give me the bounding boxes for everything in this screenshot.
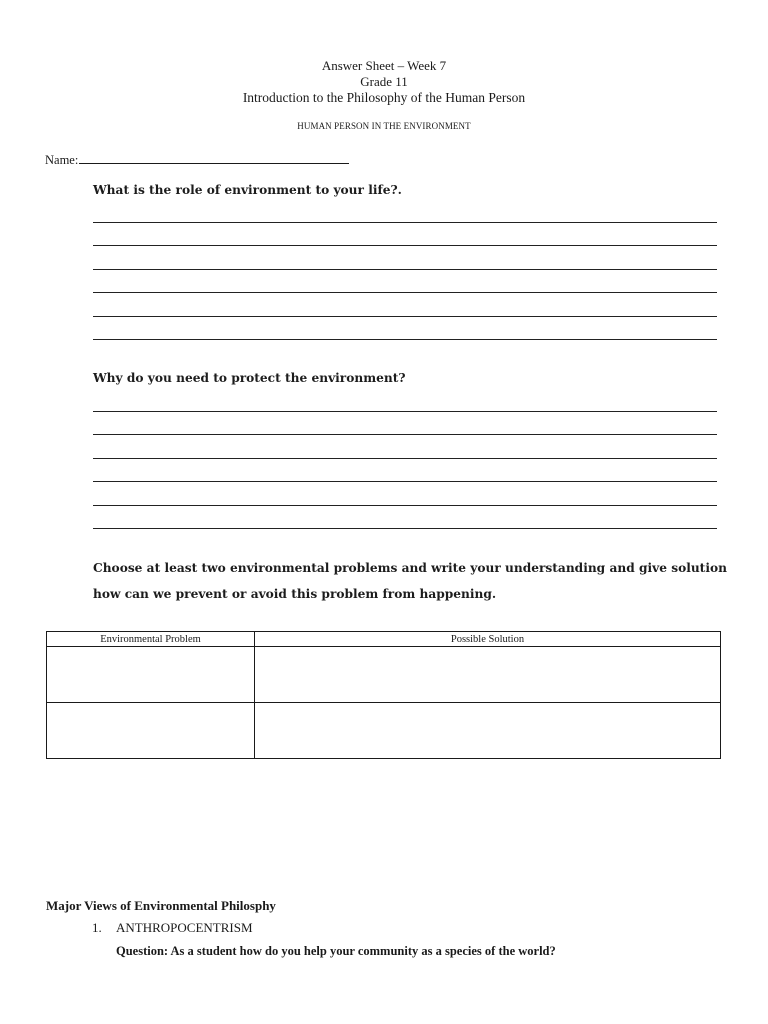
answer-line[interactable] [93, 506, 717, 530]
header-environmental-problem: Environmental Problem [47, 632, 255, 647]
name-answer-line[interactable] [79, 151, 349, 164]
choose-line-2: how can we prevent or avoid this problem from happening. [93, 587, 497, 601]
problems-table [46, 631, 721, 759]
choose-instructions [93, 555, 733, 607]
views-title: Major Views of Environmental Philosphy [46, 898, 276, 913]
answer-line[interactable] [93, 388, 717, 412]
answer-line[interactable] [93, 482, 717, 506]
solution-cell[interactable] [255, 647, 721, 703]
question-2: Why do you need to protect the environment? [93, 371, 406, 385]
name-row [45, 151, 349, 168]
section-subtitle: HUMAN PERSON IN THE ENVIRONMENT [297, 121, 471, 131]
answer-line[interactable] [93, 270, 717, 294]
answer-line[interactable] [93, 293, 717, 317]
answer-line[interactable] [93, 199, 717, 223]
name-label: Name: [45, 153, 79, 167]
answer-line[interactable] [93, 223, 717, 247]
answer-line[interactable] [93, 435, 717, 459]
answer-line[interactable] [93, 412, 717, 436]
table-header-row [47, 632, 721, 647]
header-line-grade: Grade 11 [360, 74, 408, 89]
answer-line[interactable] [93, 317, 717, 341]
table-row [47, 703, 721, 759]
document-header [0, 58, 768, 106]
views-item-label: ANTHROPOCENTRISM [116, 920, 253, 935]
problem-cell[interactable] [47, 647, 255, 703]
table-row [47, 647, 721, 703]
question-2-answer-lines[interactable] [93, 388, 717, 529]
views-list-item [92, 920, 253, 936]
views-item-number: 1. [92, 920, 102, 935]
header-line-answer-sheet: Answer Sheet – Week 7 [321, 58, 447, 73]
question-1-answer-lines[interactable] [93, 199, 717, 340]
views-question: Question: As a student how do you help your community as a species of the world? [116, 944, 556, 958]
answer-line[interactable] [93, 246, 717, 270]
solution-cell[interactable] [255, 703, 721, 759]
problem-cell[interactable] [47, 703, 255, 759]
choose-line-1: Choose at least two environmental problems and write your understanding and give solution [93, 561, 727, 575]
header-possible-solution: Possible Solution [255, 632, 721, 647]
answer-line[interactable] [93, 459, 717, 483]
question-1: What is the role of environment to your life?. [93, 183, 402, 197]
header-line-course-title: Introduction to the Philosophy of the Human Person [242, 90, 526, 105]
